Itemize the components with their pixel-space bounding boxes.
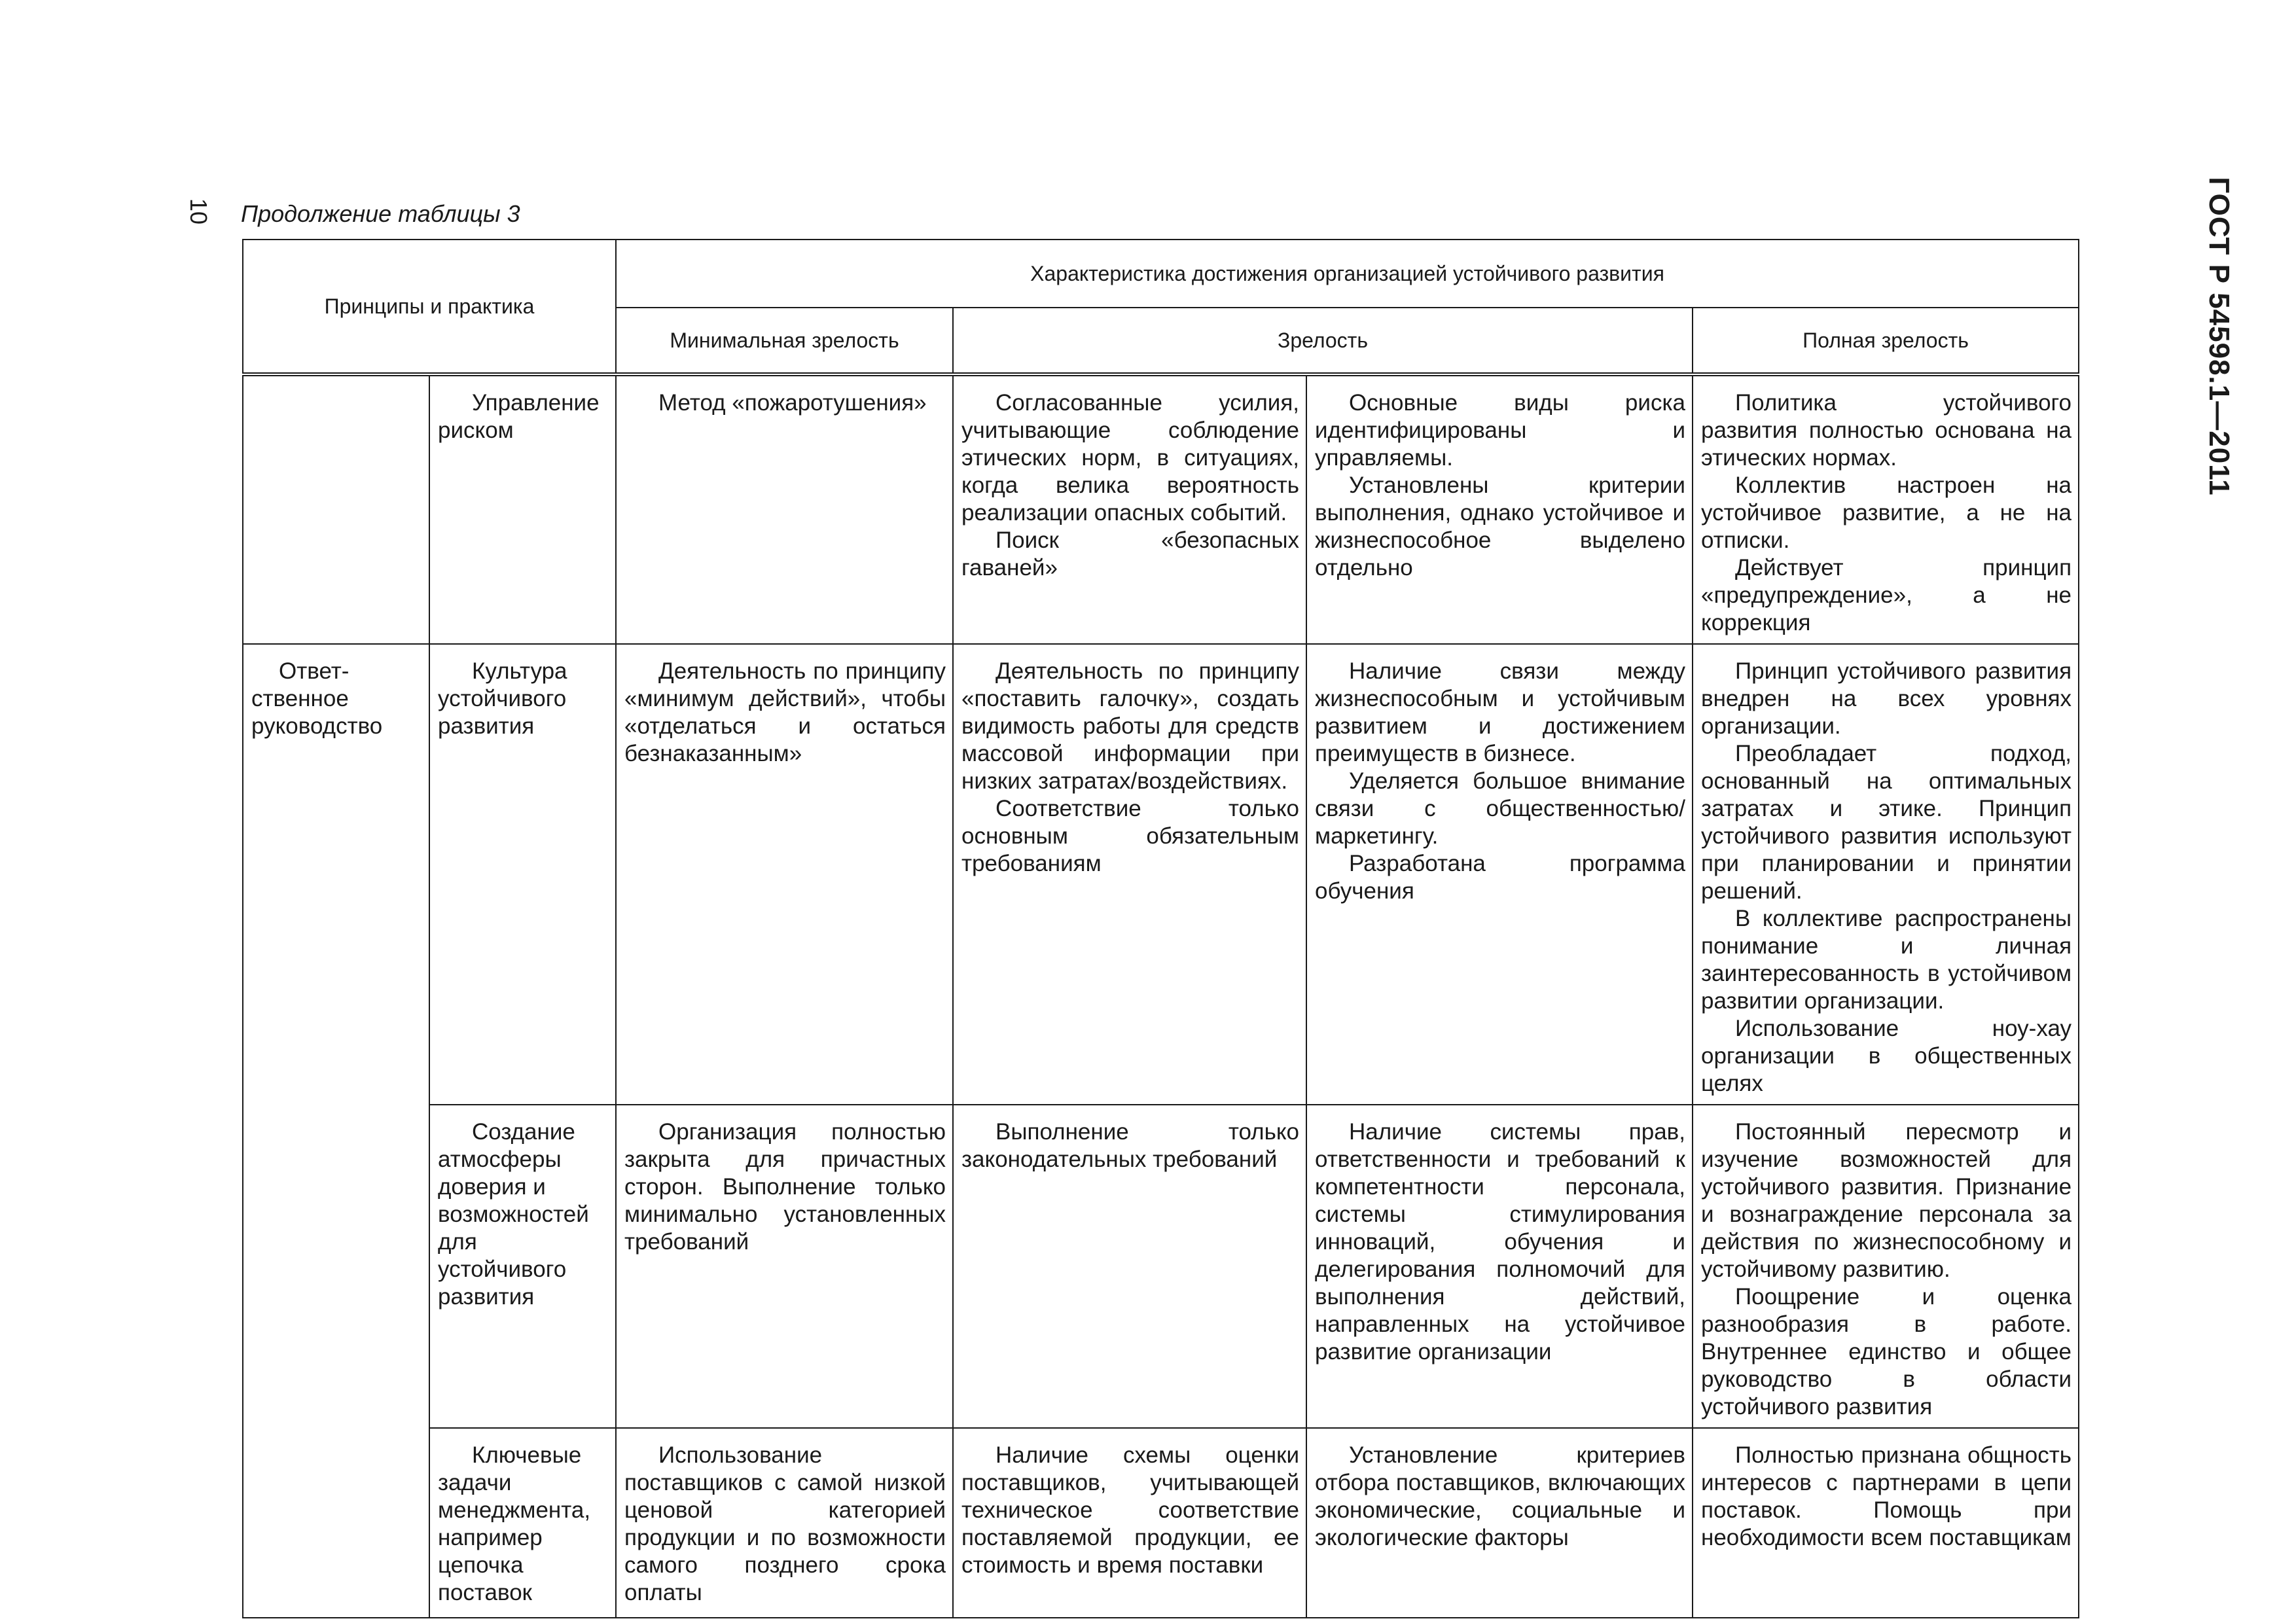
principle-cell (243, 644, 429, 1105)
maturity-a-paragraph: Согласованные усилия, учитывающие соблюдение этических норм, в ситуациях, когда велика вероятность реализации опасных событий. (961, 390, 1299, 526)
principle-cell (243, 1428, 429, 1618)
minimal-paragraph: Организация полностью закрыта для причастных сторон. Выполнение только минимально установленных требований (624, 1119, 946, 1255)
maturity-a-paragraph: Соответствие только основным обязательным требованиям (961, 796, 1299, 876)
table-row (243, 644, 2079, 1105)
full-paragraph: Коллектив настроен на устойчивое развитие, а не на отписки. (1701, 473, 2072, 553)
practice-cell (429, 1428, 616, 1618)
minimal-cell (616, 1105, 953, 1428)
maturity-b-cell (1306, 1105, 1693, 1428)
header-principles-practice: Принципы и практика (243, 240, 616, 374)
full-paragraph: Полностью признана общность интересов с партнерами в цепи поставок. Помощь при необходимости всем поставщикам (1701, 1442, 2072, 1550)
full-cell (1693, 1105, 2079, 1428)
page-number: 10 (185, 198, 212, 225)
table-continuation-label: Продолжение таблицы 3 (241, 200, 520, 227)
header-characteristic: Характеристика достижения организацией устойчивого развития (616, 240, 2079, 308)
full-paragraph: Преобладает подход, основанный на оптимальных затратах и этике. Принцип устойчивого развития используют при планировании и принятии решений. (1701, 741, 2072, 904)
full-paragraph: Принцип устойчивого развития внедрен на всех уровнях организации. (1701, 658, 2072, 739)
maturity-a-paragraph: Поиск «безопасных гаваней» (961, 527, 1299, 580)
maturity-b-paragraph: Наличие связи между жизнеспособным и устойчивым развитием и достижением преимуществ в бизнесе. (1315, 658, 1685, 766)
practice-cell (429, 1105, 616, 1428)
full-cell (1693, 644, 2079, 1105)
practice-cell (429, 374, 616, 644)
table-row (243, 1105, 2079, 1428)
minimal-cell (616, 644, 953, 1105)
maturity-a-cell (953, 374, 1306, 644)
minimal-cell (616, 374, 953, 644)
maturity-b-paragraph: Наличие системы прав, ответственности и требований к компетентности персонала, системы стимулирования инноваций, обучения и делегирования полномочий для выполнения действий, направленных на устойчивое развитие организации (1315, 1119, 1685, 1364)
full-paragraph: В коллективе распространены понимание и личная заинтересованность в устойчивом развитии организации. (1701, 906, 2072, 1014)
full-cell (1693, 374, 2079, 644)
maturity-b-cell (1306, 1428, 1693, 1618)
minimal-paragraph: Метод «пожаротушения» (658, 390, 927, 416)
table-row (243, 374, 2079, 644)
full-paragraph: Использование ноу-хау организации в общественных целях (1701, 1016, 2072, 1096)
principle-text: Ответственное руководство (251, 658, 383, 739)
maturity-b-paragraph: Уделяется большое внимание связи с общественностью/маркетингу. (1315, 768, 1685, 849)
practice-paragraph: Культура устойчивого развития (438, 658, 567, 739)
practice-paragraph: Ключевые задачи менеджмента, например цепочка поставок (438, 1442, 591, 1605)
maturity-a-cell (953, 644, 1306, 1105)
maturity-a-paragraph: Деятельность по принципу «поставить галочку», создать видимость работы для средств массовой информации при низких затратах/воздействиях. (961, 658, 1299, 794)
full-cell (1693, 1428, 2079, 1618)
practice-paragraph: Создание атмосферы доверия и возможностей для устойчивого развития (438, 1119, 589, 1310)
full-paragraph: Поощрение и оценка разнообразия в работе. Внутреннее единство и общее руководство в области устойчивого развития (1701, 1284, 2072, 1419)
practice-paragraph: Управление риском (438, 390, 600, 443)
full-paragraph: Политика устойчивого развития полностью основана на этических нормах. (1701, 390, 2072, 471)
practice-cell (429, 644, 616, 1105)
header-maturity: Зрелость (953, 308, 1693, 374)
maturity-a-cell (953, 1428, 1306, 1618)
standard-code: ГОСТ Р 54598.1—2011 (2203, 177, 2235, 496)
maturity-a-paragraph: Выполнение только законодательных требований (961, 1119, 1299, 1172)
minimal-paragraph: Деятельность по принципу «минимум действий», чтобы «отделаться и остаться безнаказанным» (624, 658, 946, 766)
maturity-b-paragraph: Основные виды риска идентифицированы и управляемы. (1315, 390, 1685, 471)
header-minimal-maturity: Минимальная зрелость (616, 308, 953, 374)
minimal-cell (616, 1428, 953, 1618)
principle-cell (243, 1105, 429, 1428)
maturity-b-paragraph: Установление критериев отбора поставщиков, включающих экономические, социальные и экологические факторы (1315, 1442, 1685, 1550)
maturity-b-paragraph: Установлены критерии выполнения, однако устойчивое и жизнеспособное выделено отдельно (1315, 473, 1685, 580)
maturity-b-cell (1306, 374, 1693, 644)
full-paragraph: Действует принцип «предупреждение», а не коррекция (1701, 555, 2072, 635)
maturity-table (242, 239, 2079, 1618)
header-full-maturity: Полная зрелость (1693, 308, 2079, 374)
maturity-b-cell (1306, 644, 1693, 1105)
maturity-b-paragraph: Разработана программа обучения (1315, 851, 1685, 904)
full-paragraph: Постоянный пересмотр и изучение возможностей для устойчивого развития. Признание и вознаграждение персонала за действия по жизнеспособному и устойчивому развитию. (1701, 1119, 2072, 1282)
maturity-a-paragraph: Наличие схемы оценки поставщиков, учитывающей техническое соответствие поставляемой продукции, ее стоимость и время поставки (961, 1442, 1299, 1578)
minimal-paragraph: Использование поставщиков с самой низкой ценовой категорией продукции и по возможности самого позднего срока оплаты (624, 1442, 946, 1605)
principle-cell (243, 374, 429, 644)
maturity-a-cell (953, 1105, 1306, 1428)
table-row (243, 1428, 2079, 1618)
